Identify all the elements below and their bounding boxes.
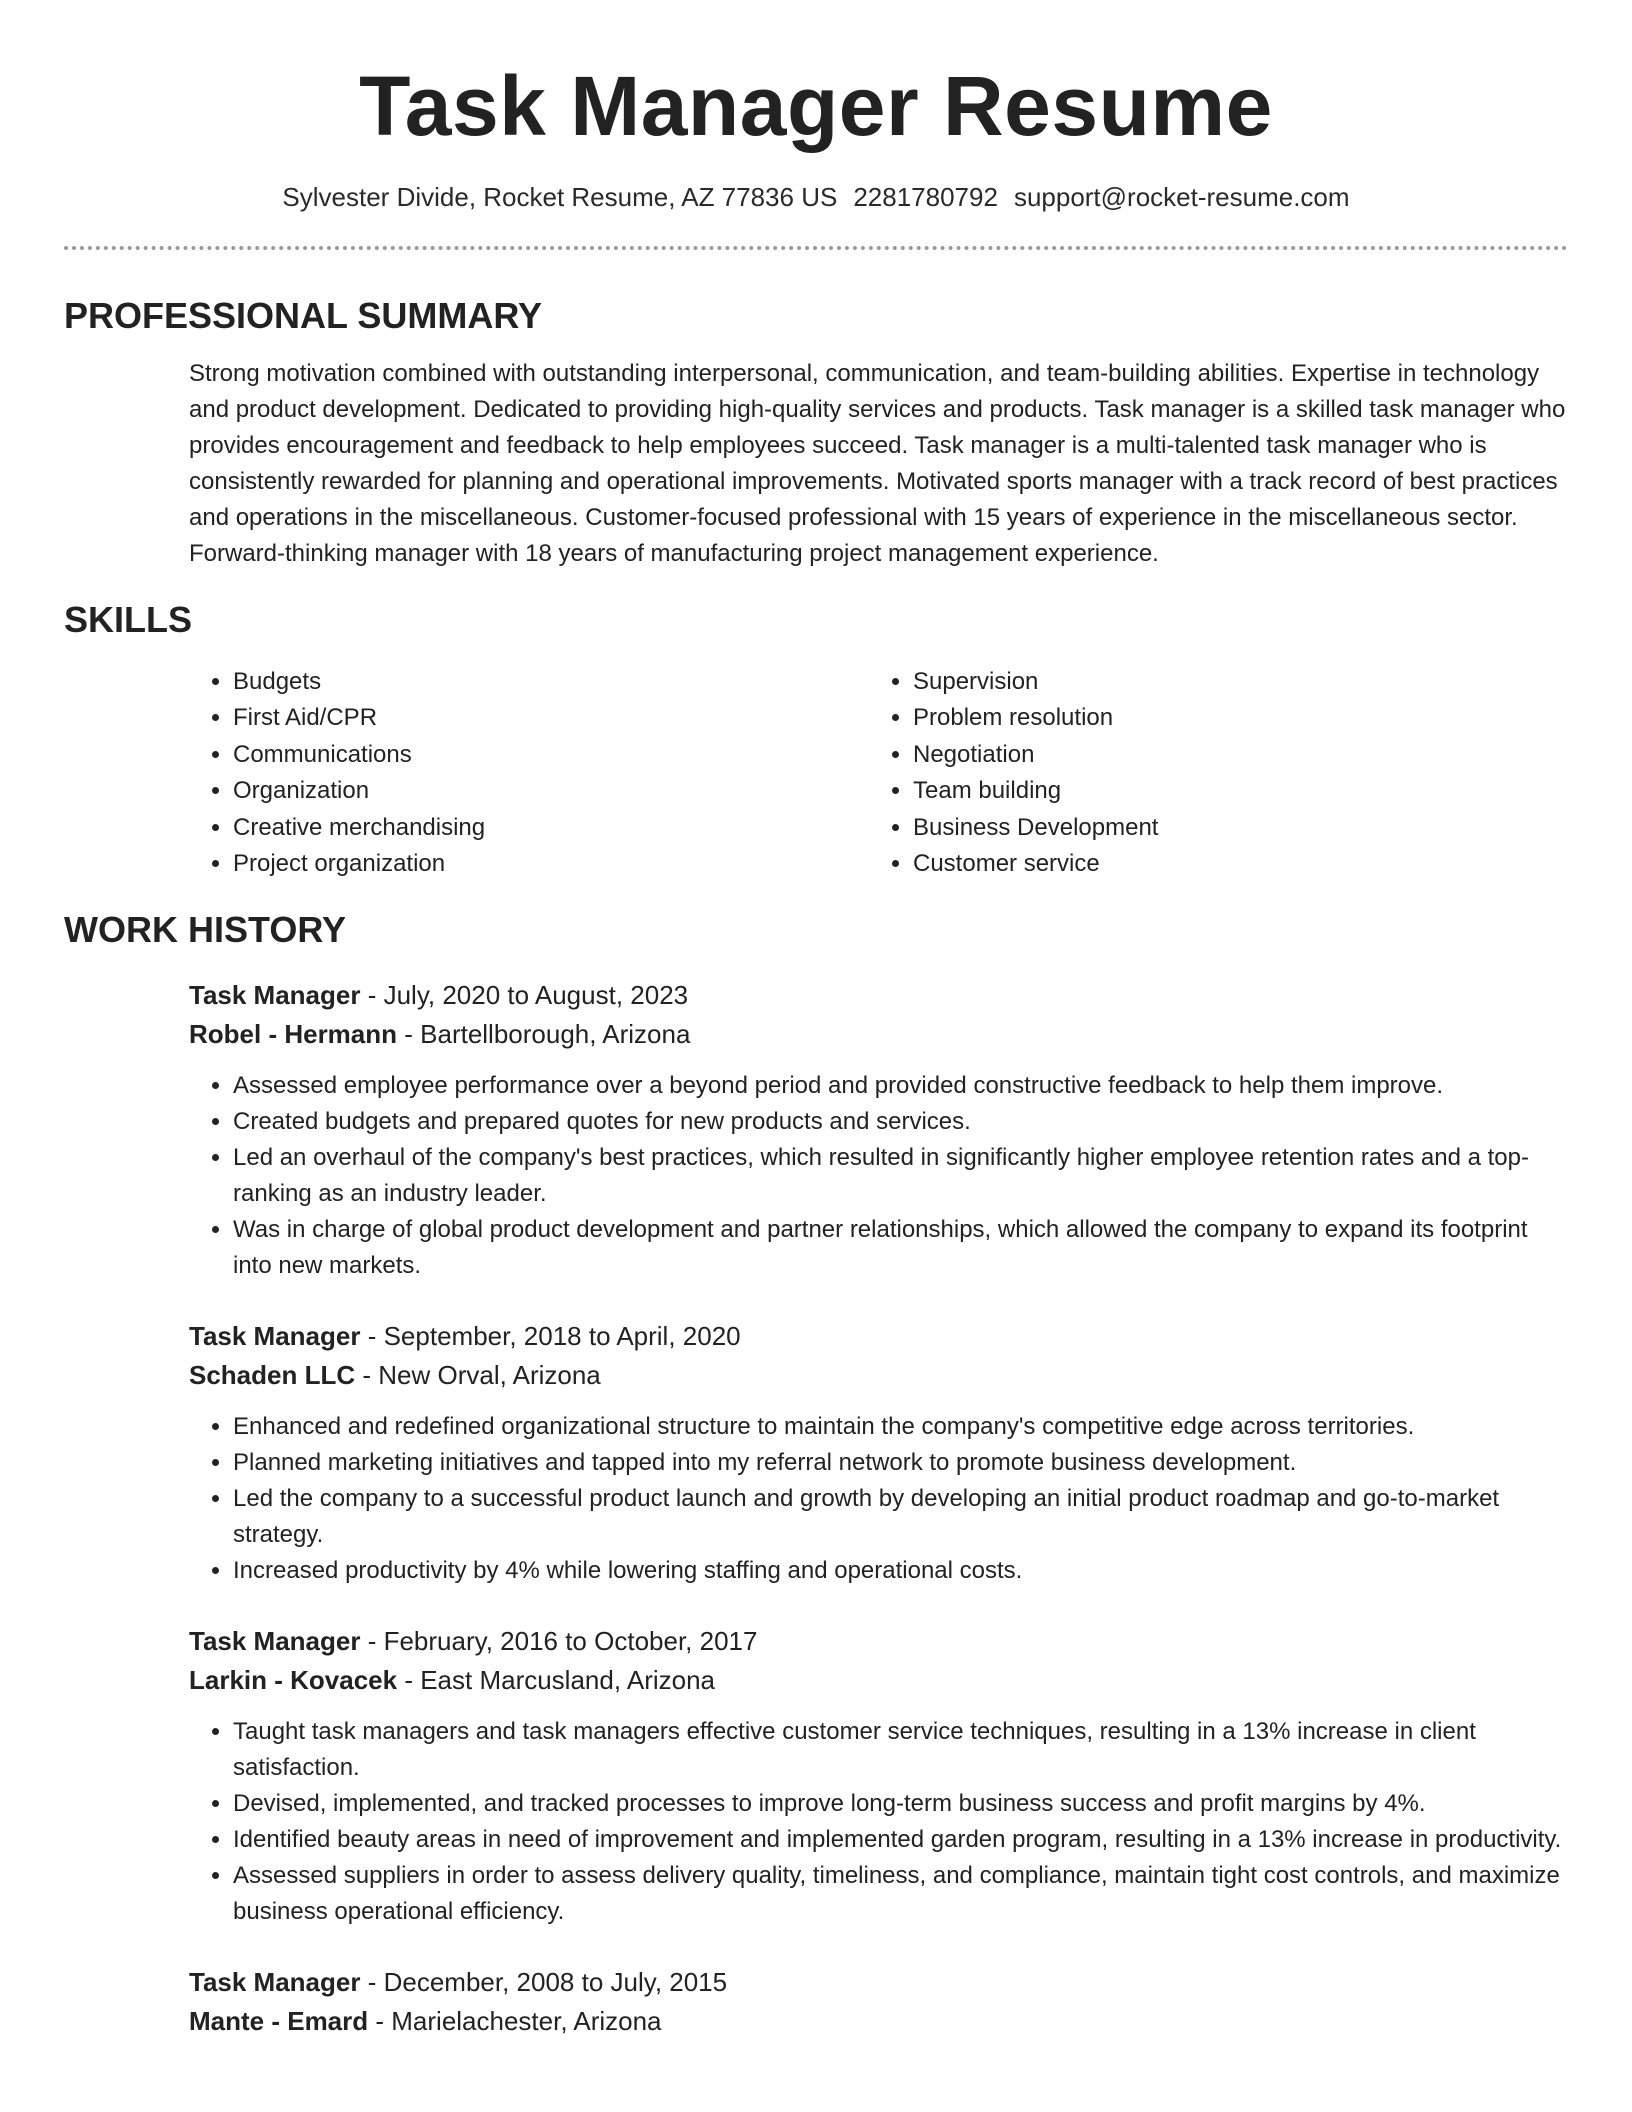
job-company-line bbox=[189, 1661, 1568, 1700]
job-entry bbox=[189, 1622, 1568, 1930]
skills-list bbox=[189, 664, 1568, 882]
skill-item: • Problem resolution bbox=[913, 700, 1549, 736]
job-dates: - September, 2018 to April, 2020 bbox=[360, 1321, 741, 1352]
skills-heading: SKILLS bbox=[64, 599, 193, 640]
job-bullets bbox=[189, 1409, 1568, 1589]
job-entry bbox=[189, 976, 1568, 1284]
contact-phone: 2281780792 bbox=[853, 182, 998, 212]
job-bullet: • Led the company to a successful product launch and growth by developing an initial product roadmap and go-to-market strategy. bbox=[233, 1481, 1568, 1553]
job-bullet: • Was in charge of global product development and partner relationships, which allowed the company to expand its footprint into new markets. bbox=[233, 1212, 1568, 1284]
job-role: Task Manager bbox=[189, 1967, 361, 1998]
job-company-line bbox=[189, 1356, 1568, 1395]
skill-item: • Organization bbox=[233, 773, 869, 809]
job-company: Schaden LLC bbox=[189, 1360, 356, 1391]
job-title-line bbox=[189, 1622, 1568, 1661]
job-location: - Marielachester, Arizona bbox=[368, 2006, 662, 2037]
skill-item: • Business Development bbox=[913, 810, 1549, 846]
job-company: Mante - Emard bbox=[189, 2006, 369, 2037]
job-dates: - July, 2020 to August, 2023 bbox=[360, 980, 689, 1011]
job-company: Robel - Hermann bbox=[189, 1019, 398, 1050]
skill-item: • Customer service bbox=[913, 846, 1549, 882]
contact-address: Sylvester Divide, Rocket Resume, AZ 77836 US bbox=[282, 182, 838, 212]
job-role: Task Manager bbox=[189, 1321, 361, 1352]
job-bullet: • Assessed suppliers in order to assess delivery quality, timeliness, and compliance, maintain tight cost controls, and maximize business operational efficiency. bbox=[233, 1858, 1568, 1930]
header-divider bbox=[64, 246, 1568, 250]
skill-item: • Supervision bbox=[913, 664, 1549, 700]
job-dates: - December, 2008 to July, 2015 bbox=[360, 1967, 728, 1998]
skill-item: • Budgets bbox=[233, 664, 869, 700]
job-bullets bbox=[189, 1714, 1568, 1930]
page-title: Task Manager Resume bbox=[359, 59, 1273, 153]
job-bullet: • Created budgets and prepared quotes for new products and services. bbox=[233, 1104, 1568, 1140]
job-location: - Bartellborough, Arizona bbox=[397, 1019, 691, 1050]
contact-line bbox=[64, 180, 1568, 214]
job-bullet: • Taught task managers and task managers effective customer service techniques, resulting in a 13% increase in client satisfaction. bbox=[233, 1714, 1568, 1786]
job-entry bbox=[189, 1317, 1568, 1589]
job-role: Task Manager bbox=[189, 980, 361, 1011]
job-bullet: • Identified beauty areas in need of improvement and implemented garden program, resulting in a 13% increase in productivity. bbox=[233, 1822, 1568, 1858]
job-company-line bbox=[189, 2002, 1568, 2041]
job-company: Larkin - Kovacek bbox=[189, 1665, 398, 1696]
skill-item: • First Aid/CPR bbox=[233, 700, 869, 736]
skill-item: • Communications bbox=[233, 737, 869, 773]
job-title-line bbox=[189, 976, 1568, 1015]
job-bullet: • Devised, implemented, and tracked processes to improve long-term business success and profit margins by 4%. bbox=[233, 1786, 1568, 1822]
job-bullet: • Planned marketing initiatives and tapped into my referral network to promote business development. bbox=[233, 1445, 1568, 1481]
job-entry bbox=[189, 1963, 1568, 2041]
job-title-line bbox=[189, 1317, 1568, 1356]
job-bullet: • Assessed employee performance over a beyond period and provided constructive feedback to help them improve. bbox=[233, 1068, 1568, 1104]
skills-column-right bbox=[869, 664, 1549, 882]
work-history-heading: WORK HISTORY bbox=[64, 909, 347, 951]
job-role: Task Manager bbox=[189, 1626, 361, 1657]
job-bullets bbox=[189, 1068, 1568, 1284]
skill-item: • Project organization bbox=[233, 846, 869, 882]
job-location: - New Orval, Arizona bbox=[355, 1360, 601, 1391]
skill-item: • Team building bbox=[913, 773, 1549, 809]
summary-heading: PROFESSIONAL SUMMARY bbox=[64, 295, 543, 336]
skill-item: • Negotiation bbox=[913, 737, 1549, 773]
job-bullet: • Led an overhaul of the company's best practices, which resulted in significantly higher employee retention rates and a top-ranking as an industry leader. bbox=[233, 1140, 1568, 1212]
job-bullet: • Increased productivity by 4% while lowering staffing and operational costs. bbox=[233, 1553, 1568, 1589]
job-title-line bbox=[189, 1963, 1568, 2002]
skills-column-left bbox=[189, 664, 869, 882]
job-company-line bbox=[189, 1015, 1568, 1054]
summary-text: Strong motivation combined with outstanding interpersonal, communication, and team-building abilities. Expertise in technology and product development. Dedicated to providing high-quality services and products. Task manager is a skilled task manager who provides encouragement and feedback to help employees succeed. Task manager is a multi-talented task manager who is consistently rewarded for planning and operational improvements. Motivated sports manager with a track record of best practices and operations in the miscellaneous. Customer-focused professional with 15 years of experience in the miscellaneous sector. Forward-thinking manager with 18 years of manufacturing project management experience. bbox=[189, 360, 1566, 567]
job-location: - East Marcusland, Arizona bbox=[397, 1665, 716, 1696]
job-bullet: • Enhanced and redefined organizational structure to maintain the company's competitive edge across territories. bbox=[233, 1409, 1568, 1445]
skill-item: • Creative merchandising bbox=[233, 810, 869, 846]
contact-email: support@rocket-resume.com bbox=[1013, 182, 1350, 212]
job-dates: - February, 2016 to October, 2017 bbox=[360, 1626, 758, 1657]
